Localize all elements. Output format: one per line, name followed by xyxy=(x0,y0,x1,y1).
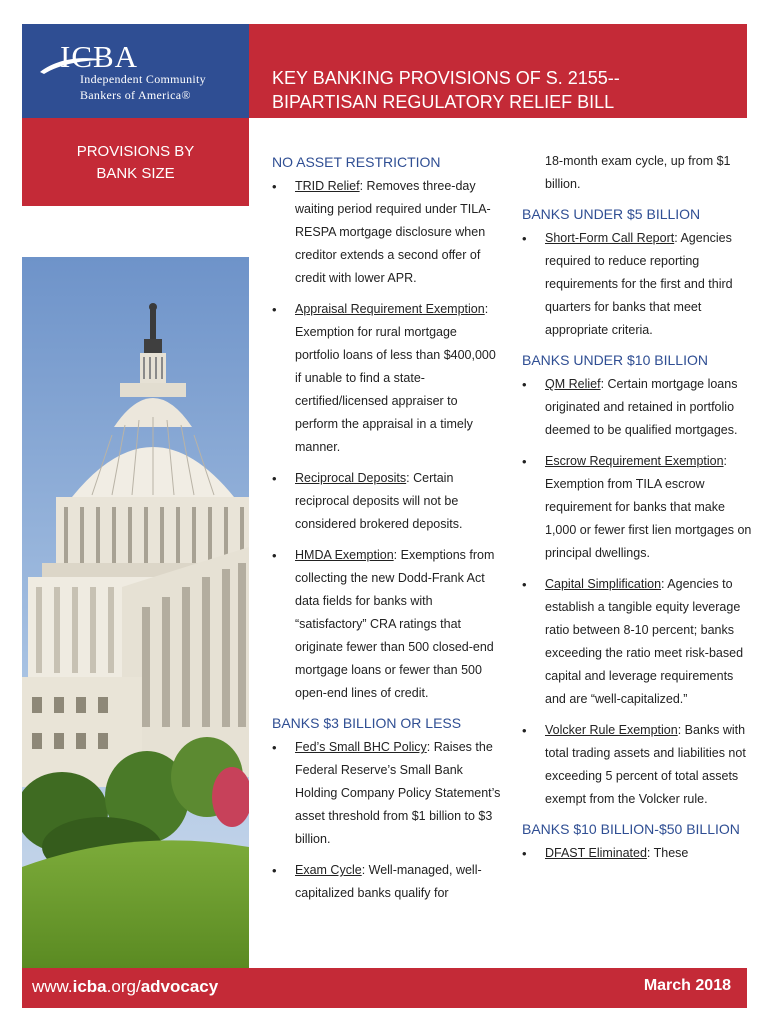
url-path: advocacy xyxy=(140,977,219,996)
title-line1: KEY BANKING PROVISIONS OF S. 2155-- xyxy=(272,68,620,88)
provision-text: : Well-managed, well-capitalized banks qualify for xyxy=(295,863,482,900)
url-domain: icba xyxy=(72,977,107,996)
under-10b-list xyxy=(522,373,752,811)
provision-term: Capital Simplification xyxy=(545,577,662,591)
provision-text: : Exemptions from collecting the new Dodd-Frank Act data fields for banks with “satisfactory” CRA ratings that originate fewer than 500 closed-end mortgage loans or fewer than 500 open-end lines of credit. xyxy=(295,548,495,700)
column-left xyxy=(272,152,504,913)
list-item xyxy=(522,573,752,711)
list-item xyxy=(272,736,504,851)
logo-name-line2: Bankers of America® xyxy=(80,88,191,102)
provision-text: : Banks with total trading assets and liabilities not exceeding 5 percent of total assets exempt from the Volcker rule. xyxy=(545,723,746,806)
provision-term: Appraisal Requirement Exemption xyxy=(295,302,485,316)
provision-text: : Agencies required to reduce reporting requirements for the first and third quarters for banks that meet appropriate criteria. xyxy=(545,231,733,337)
list-item xyxy=(272,298,504,459)
list-item xyxy=(522,450,752,565)
header-bar xyxy=(249,24,747,118)
provision-text: : Certain reciprocal deposits will not be considered brokered deposits. xyxy=(295,471,463,531)
provision-term: Exam Cycle xyxy=(295,863,362,877)
url-prefix: www. xyxy=(32,977,73,996)
section-heading-under-5b: BANKS UNDER $5 BILLION xyxy=(522,206,701,222)
under-5b-list xyxy=(522,227,752,342)
b10-50-list xyxy=(522,842,752,865)
provision-term: TRID Relief xyxy=(295,179,360,193)
no-asset-list xyxy=(272,175,504,705)
provision-term: Escrow Requirement Exemption xyxy=(545,454,724,468)
provision-text: : Exemption for rural mortgage portfolio loans of less than $400,000 if unable to find a state-certified/licensed appraiser to perform the appraisal in a timely manner. xyxy=(295,302,496,454)
advocacy-link[interactable] xyxy=(32,977,218,997)
continued-text: 18-month exam cycle, up from $1 billion. xyxy=(545,154,731,191)
list-item xyxy=(272,467,504,536)
provisions-label-line2: BANK SIZE xyxy=(96,165,175,182)
provision-text: : Raises the Federal Reserve’s Small Bank Holding Company Policy Statement’s asset threshold from $1 billion to $3 billion. xyxy=(295,740,501,846)
list-item xyxy=(522,719,752,811)
list-item xyxy=(272,544,504,705)
under-3b-list xyxy=(272,736,504,905)
icba-logo xyxy=(22,24,249,118)
list-item xyxy=(272,175,504,290)
title-line2: BIPARTISAN REGULATORY RELIEF BILL xyxy=(272,92,615,112)
list-item xyxy=(522,373,752,442)
logo-mark: ICBA xyxy=(60,39,139,74)
provision-text: : Agencies to establish a tangible equity leverage ratio between 8-10 percent; banks exceeding the ratio meet risk-based capital and leverage requirements and are “well-capitalized.” xyxy=(545,577,744,706)
provision-term: Reciprocal Deposits xyxy=(295,471,407,485)
url-mid: .org/ xyxy=(106,977,141,996)
provision-text: : Certain mortgage loans originated and retained in portfolio deemed to be qualified mortgages. xyxy=(545,377,738,437)
list-item xyxy=(272,859,504,905)
provision-term: Volcker Rule Exemption xyxy=(545,723,678,737)
capitol-building-image xyxy=(22,257,249,969)
list-item xyxy=(522,842,752,865)
provision-term: HMDA Exemption xyxy=(295,548,394,562)
provision-term: Fed’s Small BHC Policy xyxy=(295,740,427,754)
logo-name-line1: Independent Community xyxy=(80,72,206,86)
section-heading-10b-50b: BANKS $10 BILLION-$50 BILLION xyxy=(522,821,740,837)
provisions-label-box xyxy=(22,118,249,206)
page-title xyxy=(272,66,742,114)
provision-term: DFAST Eliminated xyxy=(545,846,647,860)
provision-term: QM Relief xyxy=(545,377,601,391)
column-right xyxy=(522,150,752,873)
provision-text: : Exemption from TILA escrow requirement for banks that make 1,000 or fewer first lien mortgages on principal dwellings. xyxy=(545,454,752,560)
section-heading-under-10b: BANKS UNDER $10 BILLION xyxy=(522,352,708,368)
list-item xyxy=(522,227,752,342)
provisions-label-line1: PROVISIONS BY xyxy=(76,143,195,160)
publish-date: March 2018 xyxy=(643,977,731,994)
footer-bar xyxy=(22,968,747,1008)
provision-text: : Removes three-day waiting period required under TILA-RESPA mortgage disclosure when creditor extends a second offer of credit with lower APR. xyxy=(295,179,491,285)
section-heading-no-asset: NO ASSET RESTRICTION xyxy=(272,154,441,170)
provision-text: : These xyxy=(646,846,689,860)
section-heading-under-3b: BANKS $3 BILLION OR LESS xyxy=(272,715,462,731)
provision-term: Short-Form Call Report xyxy=(545,231,675,245)
